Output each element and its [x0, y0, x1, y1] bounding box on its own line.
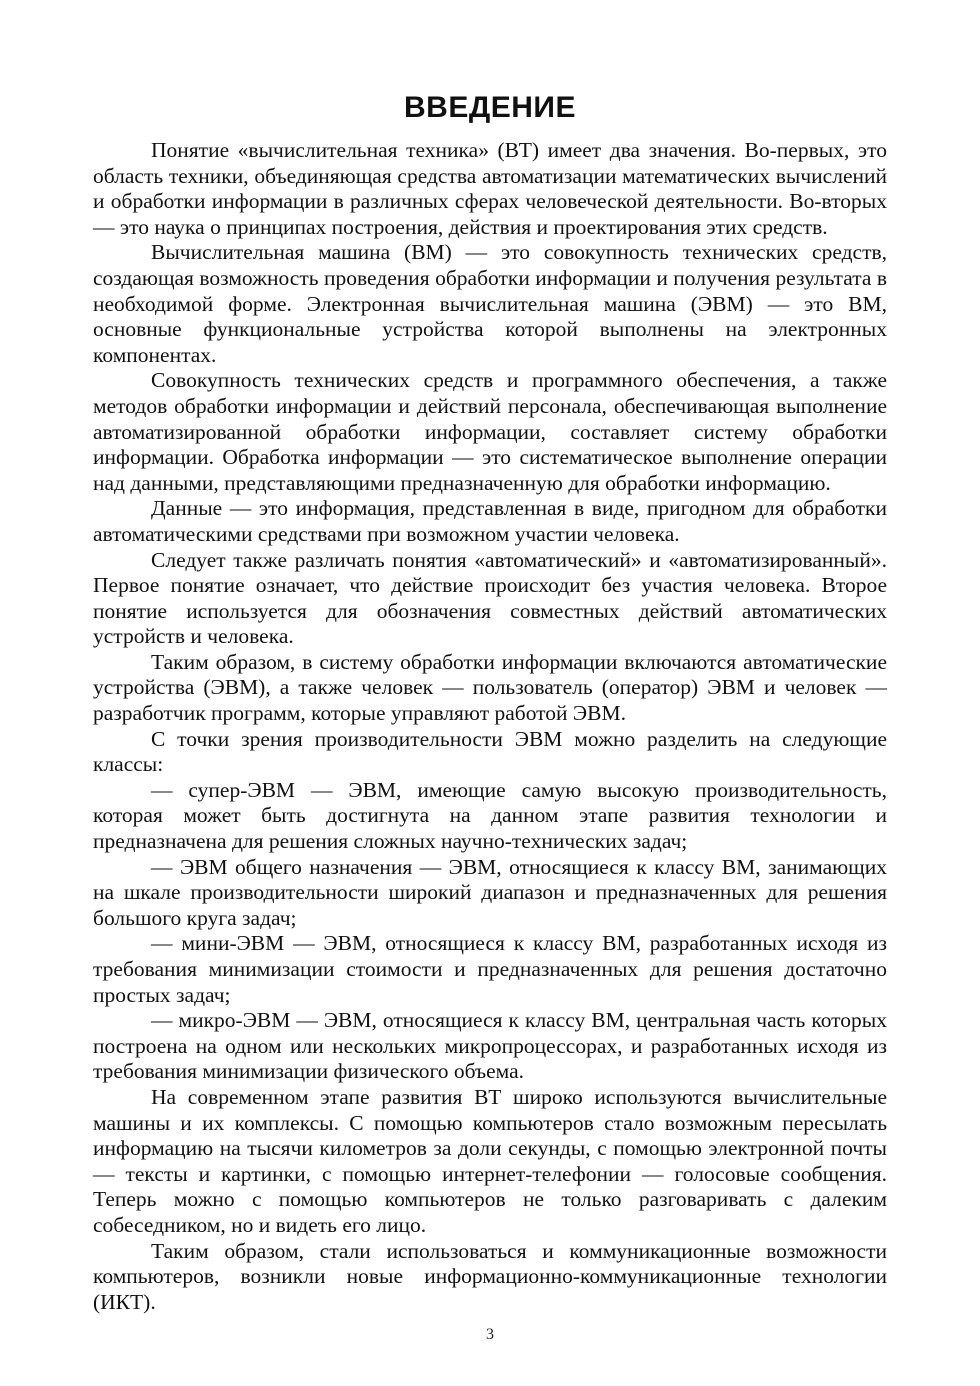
list-item-super-evm: — супер-ЭВМ — ЭВМ, имеющие самую высокую производительность, которая может быть достигнута на данном этапе развития технологии и предназначена для решения сложных научно-технических задач; — [93, 777, 887, 854]
body-text — [93, 138, 887, 1315]
document-page — [93, 88, 887, 1315]
paragraph-vm-definition: Вычислительная машина (ВМ) — это совокупность технических средств, создающая возможность проведения обработки информации и получения результата в необходимой форме. Электронная вычислительная машина (ЭВМ) — это ВМ, основные функциональные устройства которой выполнены на электронных компонентах. — [93, 240, 887, 367]
page-title: ВВЕДЕНИЕ — [404, 91, 576, 124]
paragraph-data-definition: Данные — это информация, представленная в виде, пригодном для обработки автоматическими средствами при возможном участии человека. — [93, 496, 887, 546]
paragraph-vt-definition: Понятие «вычислительная техника» (ВТ) имеет два значения. Во-первых, это область техники, объединяющая средства автоматизации математических вычислений и обработки информации в различных сферах человеческой деятельности. Во-вторых — это наука о принципах построения, действия и проектирования этих средств. — [93, 138, 887, 239]
list-item-micro-evm: — микро-ЭВМ — ЭВМ, относящиеся к классу ВМ, центральная часть которых построена на одном или нескольких микропроцессорах, и разработанных исходя из требования минимизации физического объема. — [93, 1008, 887, 1084]
paragraph-classes-intro: С точки зрения производительности ЭВМ можно разделить на следующие классы: — [93, 726, 887, 777]
paragraph-modern-stage: На современном этапе развития ВТ широко используются вычислительные машины и их комплексы. С помощью компьютеров стало возможным пересылать информацию на тысячи километров за доли секунды, с помощью электронной почты — тексты и картинки, с помощью интернет-телефонии — голосовые сообщения. Теперь можно с помощью компьютеров не только разговаривать с далеким собеседником, но и видеть его лицо. — [93, 1084, 887, 1237]
paragraph-automatic-vs-automated: Следует также различать понятия «автоматический» и «автоматизированный». Первое понятие означает, что действие происходит без участия человека. Второе понятие используется для обозначения совместных действий автоматических устройств и человека. — [93, 547, 887, 649]
paragraph-system-components: Таким образом, в систему обработки информации включаются автоматические устройства (ЭВМ), а также человек — пользователь (оператор) ЭВМ и человек — разработчик программ, которые управляют работой ЭВМ. — [93, 649, 887, 726]
list-item-mini-evm: — мини-ЭВМ — ЭВМ, относящиеся к классу ВМ, разработанных исходя из требования минимизации стоимости и предназначенных для решения достаточно простых задач; — [93, 931, 887, 1007]
page-number: 3 — [486, 1326, 494, 1343]
paragraph-ikt: Таким образом, стали использоваться и коммуникационные возможности компьютеров, возникли новые информационно-коммуникационные технологии (ИКТ). — [93, 1238, 887, 1314]
paragraph-processing-system: Совокупность технических средств и программного обеспечения, а также методов обработки информации и действий персонала, обеспечивающая выполнение автоматизированной обработки информации, составляет систему обработки информации. Обработка информации — это систематическое выполнение операции над данными, представляющими предназначенную для обработки информацию. — [93, 368, 887, 495]
list-item-general-evm: — ЭВМ общего назначения — ЭВМ, относящиеся к классу ВМ, занимающих на шкале производительности широкий диапазон и предназначенных для решения большого круга задач; — [93, 854, 887, 930]
